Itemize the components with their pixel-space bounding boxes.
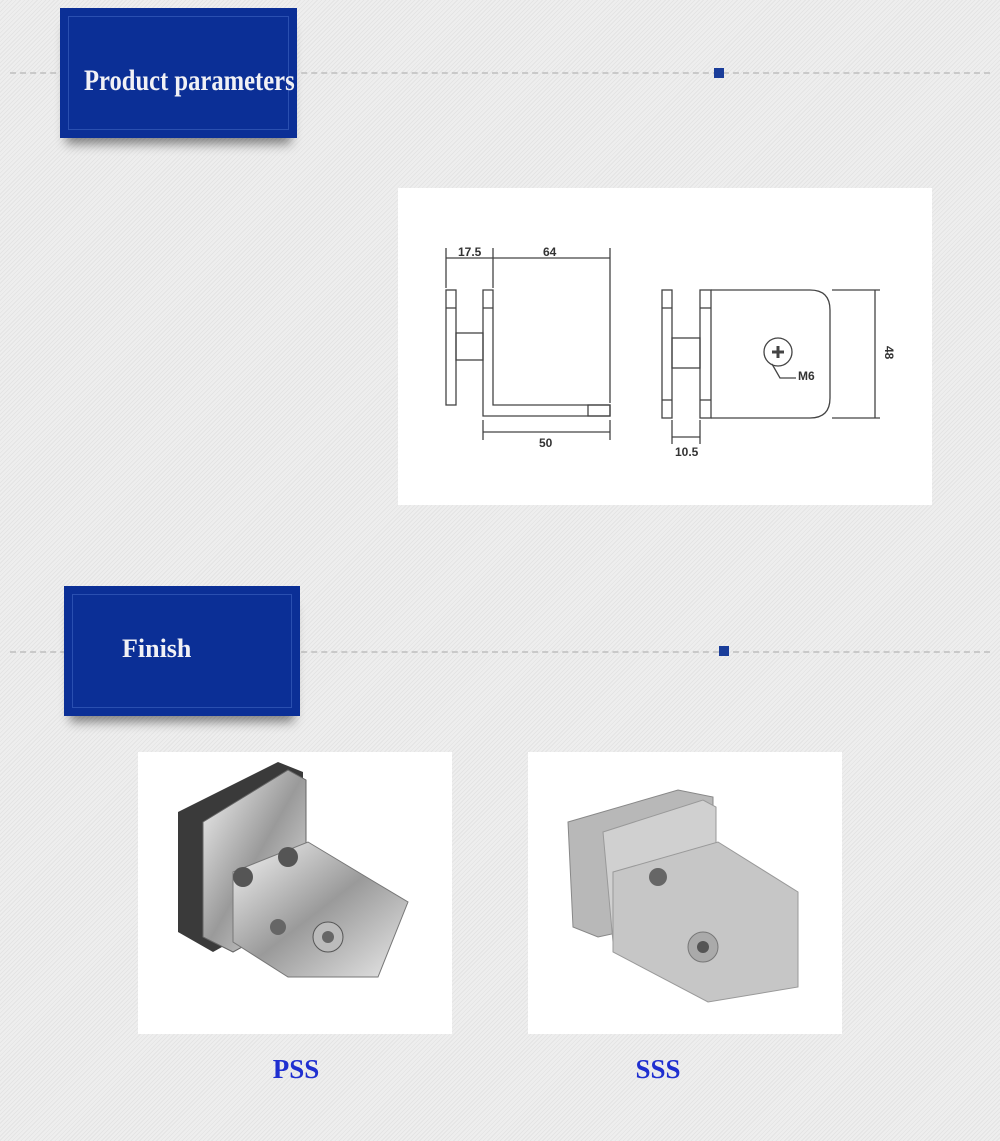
thread-label: M6 [798, 369, 815, 383]
finish-label-sss: SSS [635, 1054, 681, 1084]
section-title: Product parameters [84, 64, 295, 97]
product-image-pss [138, 752, 452, 1034]
dim-10-5: 10.5 [675, 445, 699, 459]
dim-17-5: 17.5 [458, 245, 482, 259]
divider-marker [719, 646, 729, 656]
dimension-drawing [398, 188, 932, 505]
section-banner-finish [64, 586, 300, 716]
dim-50: 50 [539, 436, 553, 450]
section-title: Finish [122, 634, 192, 663]
section-banner-parameters [60, 8, 297, 138]
dim-64: 64 [543, 245, 557, 259]
divider-marker [714, 68, 724, 78]
finish-label-pss: PSS [272, 1054, 320, 1084]
product-image-sss [528, 752, 842, 1034]
dim-48: 48 [882, 346, 896, 360]
